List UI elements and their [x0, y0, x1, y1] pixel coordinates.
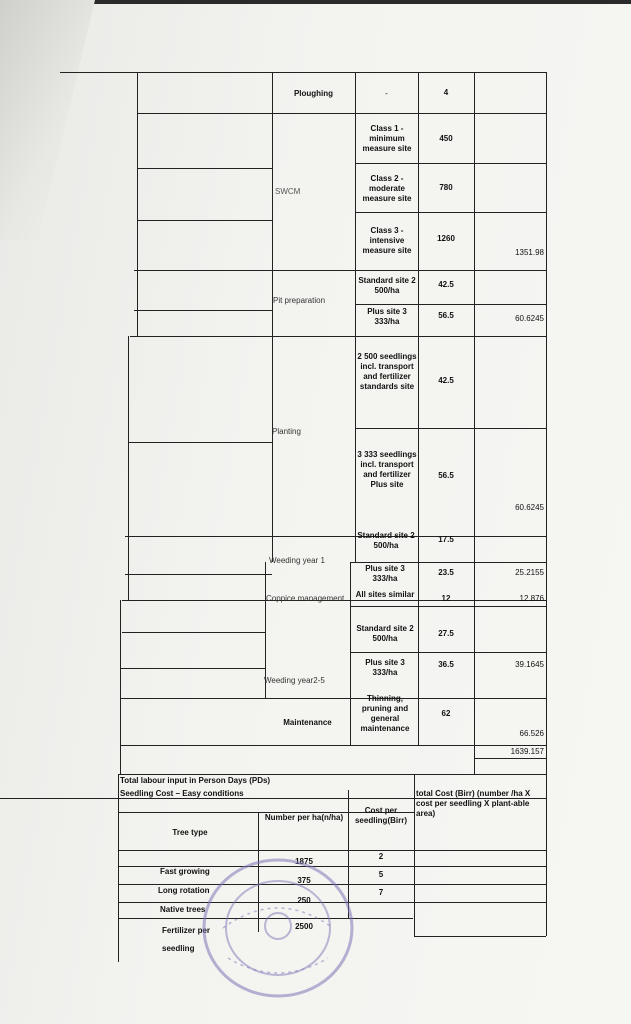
seedling-title: Seedling Cost – Easy conditions: [120, 789, 244, 798]
header-tree-type: Tree type: [172, 828, 208, 837]
cost-fast-growing: 2: [378, 852, 384, 861]
desc-weeding25-standard: Standard site 2 500/ha: [356, 624, 414, 643]
total-swcm: 1351.98: [515, 248, 544, 257]
desc-maintenance: Thinning, pruning and general maintenance: [360, 694, 410, 733]
activity-weeding1: Weeding year 1: [269, 556, 325, 565]
desc-coppice: All sites similar: [355, 590, 415, 599]
pd-coppice: 12: [441, 594, 451, 603]
activity-weeding25: Weeding year2-5: [264, 676, 325, 685]
activity-maintenance: Maintenance: [283, 718, 332, 727]
cost-native: 7: [378, 888, 384, 897]
activity-coppice: Coppice management: [266, 594, 345, 603]
pd-planting-standard: 42.5: [438, 376, 454, 385]
activity-planting: Planting: [272, 427, 301, 436]
tree-native: Native trees: [160, 905, 206, 914]
activity-ploughing: Ploughing: [293, 89, 334, 98]
pd-maintenance: 62: [441, 709, 451, 718]
header-number: Number per ha(n/ha): [264, 813, 344, 822]
tree-long-rotation: Long rotation: [158, 886, 210, 895]
desc-pit-plus: Plus site 3 333/ha: [367, 307, 407, 326]
number-native: 250: [297, 896, 311, 905]
pd-swcm-class2: 780: [439, 183, 453, 192]
pd-ploughing: 4: [443, 88, 449, 97]
pd-planting-plus: 56.5: [438, 471, 454, 480]
tree-fertilizer: Fertilizer per seedling: [162, 926, 211, 953]
desc-swcm-class2: Class 2 - moderate measure site: [362, 174, 412, 203]
number-fast-growing: 1875: [295, 857, 313, 866]
header-total: total Cost (Birr) (number /ha X cost per seedling X plant-able area): [416, 789, 531, 818]
total-pit: 60.6245: [515, 314, 544, 323]
pd-weeding25-plus: 36.5: [438, 660, 454, 669]
total-coppice: 12.876: [519, 594, 544, 603]
pd-pit-plus: 56.5: [438, 311, 454, 320]
total-weeding25: 39.1645: [515, 660, 544, 669]
pd-swcm-class3: 1260: [437, 234, 455, 243]
desc-planting-plus: 3 333 seedlings incl. transport and fertilizer Plus site: [357, 450, 417, 489]
desc-weeding25-plus: Plus site 3 333/ha: [365, 658, 405, 677]
desc-planting-standard: 2 500 seedlings incl. transport and fertilizer standards site: [357, 352, 417, 391]
pd-weeding1-plus: 23.5: [438, 568, 454, 577]
pd-weeding25-standard: 27.5: [438, 629, 454, 638]
tree-fast-growing: Fast growing: [160, 867, 210, 876]
total-maintenance: 66.526: [519, 729, 544, 738]
activity-swcm: SWCM: [275, 187, 301, 196]
official-stamp: [198, 848, 358, 1008]
number-fertilizer: 2500: [295, 922, 313, 931]
number-long-rotation: 375: [297, 876, 311, 885]
cost-long-rotation: 5: [378, 870, 384, 879]
desc-weeding1-standard: Standard site 2 500/ha: [357, 531, 415, 550]
pd-weeding1-standard: 17.5: [438, 535, 454, 544]
desc-ploughing: -: [385, 89, 388, 98]
total-label: Total labour input in Person Days (PDs): [120, 776, 271, 785]
pd-pit-standard: 42.5: [438, 280, 454, 289]
desc-swcm-class3: Class 3 - intensive measure site: [362, 226, 412, 255]
total-weeding1: 25.2155: [515, 568, 544, 577]
activity-pit: Pit preparation: [273, 296, 326, 305]
desc-swcm-class1: Class 1 - minimum measure site: [362, 124, 412, 153]
desc-weeding1-plus: Plus site 3 333/ha: [365, 564, 405, 583]
pd-swcm-class1: 450: [439, 134, 453, 143]
grand-total: 1639.157: [510, 747, 544, 756]
header-cost: Cost per seedling(Birr): [354, 806, 407, 825]
desc-pit-standard: Standard site 2 500/ha: [358, 276, 416, 295]
total-planting: 60.6245: [515, 503, 544, 512]
